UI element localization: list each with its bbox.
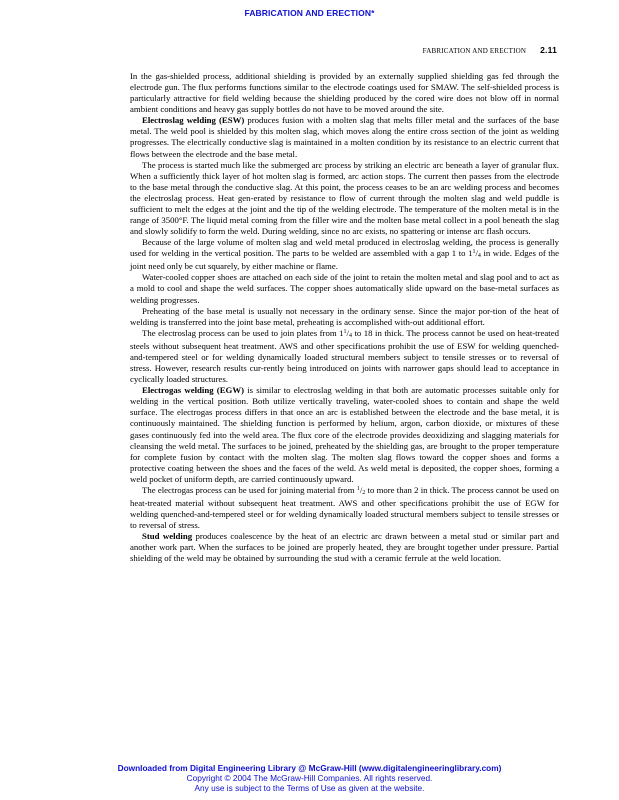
paragraph: Electrogas welding (EGW) is similar to electroslag welding in that both are automatic processes suitable only for welding in the vertical position. Both utilize vertically traveling, water-cooled shoes to contain and shape the weld surface. The electrogas process differs in that once an arc is established between the electrode and the base metal, it is continuously maintained. The shielding function is performed by helium, argon, carbon dioxide, or mixtures of these gases continuously fed into the weld area. The flux core of the electrode provides deoxidizing and slagging materials for cleansing the weld metal. The surfaces to be joined, preheated by the shielding gas, are brought to the proper temperature for complete fusion by contact with the molten slag. The molten slag flows toward the copper shoes and forms a protective coating between the shoes and the faces of the weld. As weld metal is deposited, the copper shoes, forming a weld pocket of uniform depth, are carried continuously upward. (130, 385, 559, 484)
term-electrogas-welding: Electrogas welding (EGW) (142, 385, 244, 396)
terms-link[interactable]: Any use is subject to the Terms of Use as given at the website. (194, 783, 425, 793)
copyright-notice: Copyright © 2004 The McGraw-Hill Companies. All rights reserved. (186, 773, 433, 783)
fraction-denominator: 4 (348, 332, 352, 339)
paragraph: In the gas-shielded process, additional shielding is provided by an externally supplied shielding gas fed through the electrode gun. The flux performs functions similar to the electrode coatings used for SMAW. The self-shielded process is particularly attractive for field welding because the shielding produced by the cored wire does not blow off in normal ambient conditions and heavy gas supply bottles do not have to be moved around the site. (130, 71, 559, 115)
fraction-denominator: 2 (362, 489, 366, 496)
paragraph: The electroslag process can be used to join plates from $1^1/4$ to 18 in thick. The process cannot be used on heat-treated steels without subsequent heat treatment. AWS and other specifications prohibit the use of ESW for welding quenched-and-tempered steel or for welding dynamically loaded structural members subject to tensile stresses or to reversal of stress. However, research results cur-rently being introduced on joints with narrower gaps should lead to acceptance in cyclically loaded structures. (130, 327, 559, 385)
paragraph: Electroslag welding (ESW) produces fusion with a molten slag that melts filler metal and the surfaces of the base metal. The weld pool is shielded by this molten slag, which moves along the entire cross section of the joint as welding progresses. The electrically conductive slag is maintained in a molten condition by its resistance to an electric current that flows between the electrode and the base metal. (130, 115, 559, 159)
paragraph: Water-cooled copper shoes are attached on each side of the joint to retain the molten metal and slag pool and to act as a mold to cool and shape the weld surfaces. The copper shoes automatically slide upward on the base-metal surfaces as welding progresses. (130, 272, 559, 305)
page-footer (0, 763, 619, 793)
paragraph: Preheating of the base metal is usually not necessary in the ordinary sense. Since the major por-tion of the heat of welding is transferred into the joint base metal, preheating is accomplished with-out additional effort. (130, 305, 559, 327)
running-head-title: FABRICATION AND ERECTION (422, 47, 527, 55)
paragraph: The electrogas process can be used for joining material from $^1$/2 to more than 2 in thick. The process cannot be used on heat-treated material without subsequent heat treatment. AWS and other specifications prohibit the use of EGW for welding quenched-and-tempered steel or for welding dynamically loaded structural members subject to tensile stresses or to reversal of stress. (130, 484, 559, 531)
library-link[interactable]: www.digitalengineeringlibrary.com (361, 763, 499, 773)
download-notice: Downloaded from Digital Engineering Library @ McGraw-Hill (www.digitalengineeringlibrary.com) (117, 763, 502, 773)
term-stud-welding: Stud welding (142, 531, 193, 542)
term-electroslag-welding: Electroslag welding (ESW) (142, 115, 245, 126)
document-banner: FABRICATION AND ERECTION* (244, 8, 375, 18)
paragraph: Stud welding produces coalescence by the heat of an electric arc drawn between a metal stud or similar part and another work part. When the surfaces to be joined are properly heated, they are brought together under pressure. Partial shielding of the weld may be obtained by surrounding the stud with a ceramic ferrule at the weld location. (130, 531, 560, 564)
fraction-denominator: 4 (477, 253, 481, 260)
paragraph: The process is started much like the submerged arc process by striking an electric arc beneath a layer of granular flux. When a sufficiently thick layer of hot molten slag is formed, arc action stops. The current then passes from the electrode to the base metal through the conductive slag. At this point, the process ceases to be an arc welding process and becomes the electroslag process. Heat gen-erated by resistance to flow of current through the molten slag and weld puddle is sufficient to melt the edges at the joint and the tip of the welding electrode. The temperature of the molten metal is in the range of 3500°F. The liquid metal coming from the filler wire and the molten base metal collect in a pool beneath the slag and slowly solidify to form the weld. During welding, since no arc exists, no spattering or intense arc flash occurs. (130, 159, 559, 237)
paragraph: Because of the large volume of molten slag and weld metal produced in electroslag welding, the process is generally used for welding in the vertical position. The parts to be welded are assembled with a gap 1 to $1^1/4$ in wide. Edges of the joint need only be cut squarely, by either machine or flame. (130, 237, 559, 272)
running-head (423, 45, 557, 55)
body-text (130, 71, 559, 564)
fraction-numerator: 1 (472, 249, 476, 256)
page-number: 2.11 (540, 45, 557, 55)
fraction-numerator: 1 (343, 328, 347, 335)
fraction-numerator: 1 (356, 485, 360, 492)
